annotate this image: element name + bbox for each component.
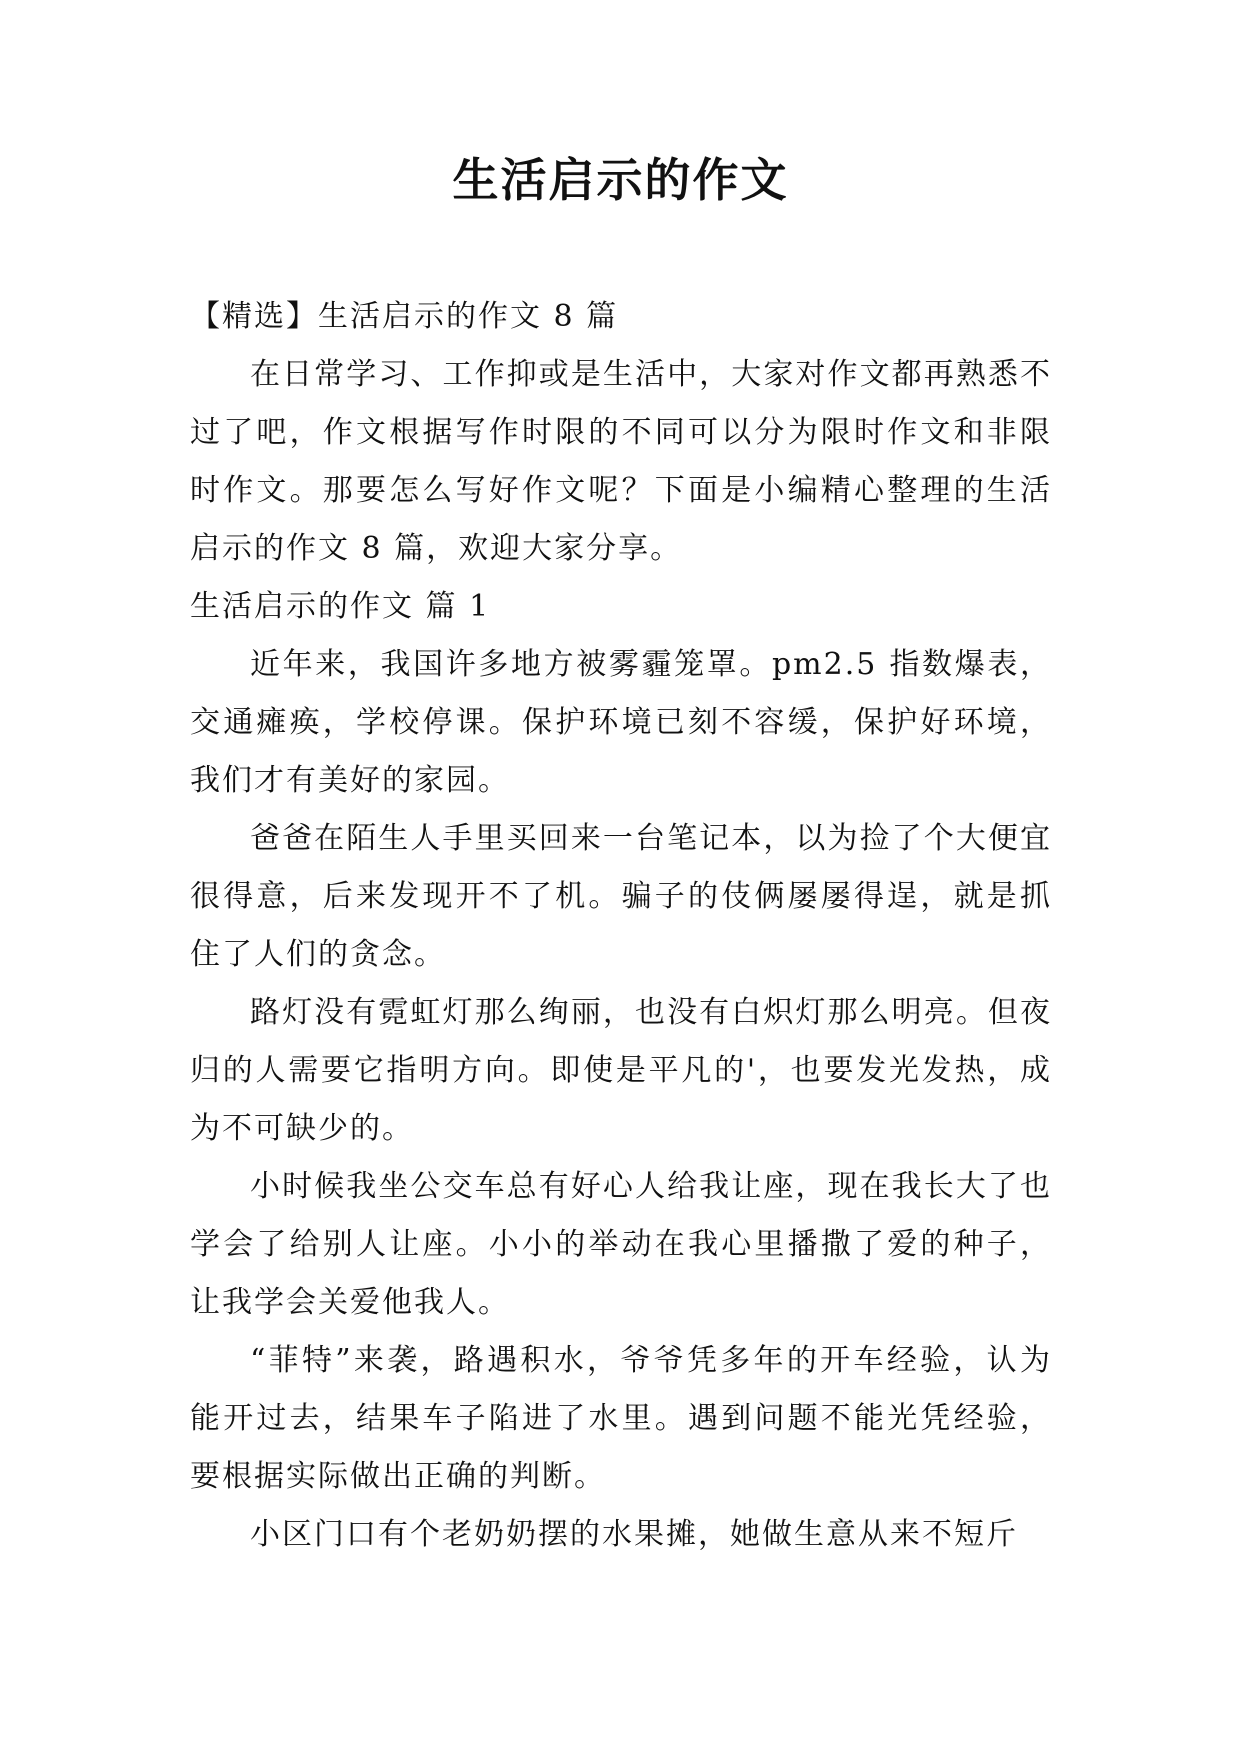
intro-paragraph: 在日常学习、工作抑或是生活中，大家对作文都再熟悉不过了吧，作文根据写作时限的不同可以分为限时作文和非限时作文。那要怎么写好作文呢？下面是小编精心整理的生活启示的作文 8 篇，欢迎大家分享。 [190, 357, 1052, 566]
body-paragraph: 小区门口有个老奶奶摆的水果摊，她做生意从来不短斤 [250, 1517, 1018, 1552]
body-paragraph: 近年来，我国许多地方被雾霾笼罩。pm2.5 指数爆表，交通瘫痪，学校停课。保护环境已刻不容缓，保护好环境，我们才有美好的家园。 [190, 647, 1052, 798]
section-heading: 生活启示的作文 篇 1 [190, 589, 491, 624]
body-paragraph: 爸爸在陌生人手里买回来一台笔记本，以为捡了个大便宜很得意，后来发现开不了机。骗子的伎俩屡屡得逞，就是抓住了人们的贪念。 [190, 821, 1052, 972]
document-title: 生活启示的作文 [452, 153, 789, 207]
document-body [190, 288, 1052, 1564]
body-paragraph: “菲特”来袭，路遇积水，爷爷凭多年的开车经验，认为能开过去，结果车子陷进了水里。遇到问题不能光凭经验，要根据实际做出正确的判断。 [190, 1343, 1052, 1494]
body-paragraph: 路灯没有霓虹灯那么绚丽，也没有白炽灯那么明亮。但夜归的人需要它指明方向。即使是平凡的'，也要发光发热，成为不可缺少的。 [190, 995, 1052, 1146]
subtitle-line: 【精选】生活启示的作文 8 篇 [190, 299, 619, 334]
body-paragraph: 小时候我坐公交车总有好心人给我让座，现在我长大了也学会了给别人让座。小小的举动在我心里播撒了爱的种子，让我学会关爱他我人。 [190, 1169, 1052, 1320]
